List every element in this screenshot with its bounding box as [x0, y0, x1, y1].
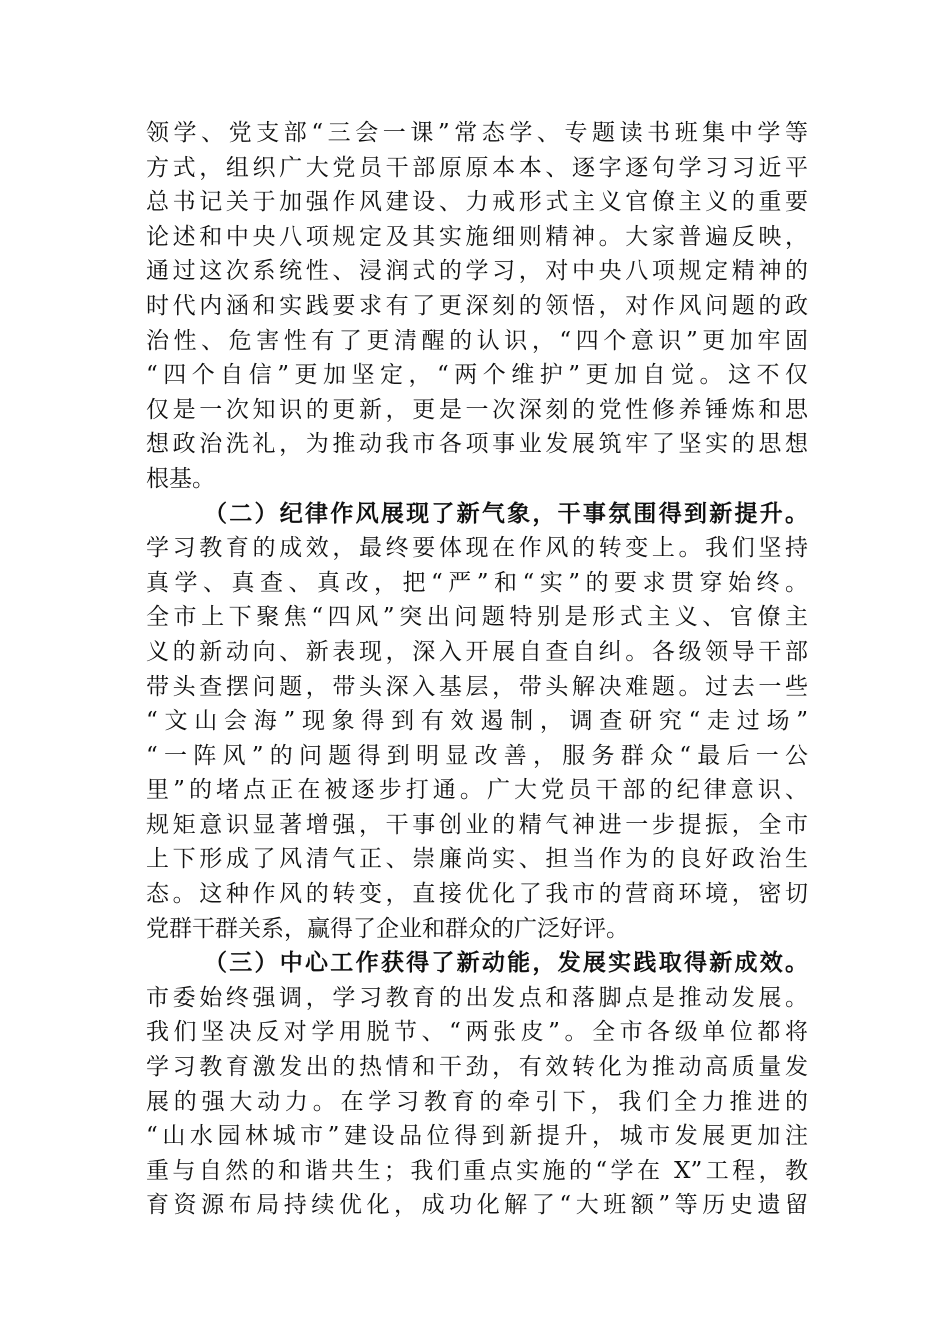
- body-line: 治性、危害性有了更清醒的认识，“四个意识”更加牢固: [146, 327, 808, 354]
- body-line: “一阵风”的问题得到明显改善，服务群众“最后一公: [146, 742, 808, 769]
- body-line: 领学、党支部“三会一课”常态学、专题读书班集中学等: [146, 120, 808, 146]
- body-line: 时代内涵和实践要求有了更深刻的领悟，对作风问题的政: [146, 292, 808, 319]
- body-line: “四个自信”更加坚定，“两个维护”更加自觉。这不仅: [146, 362, 808, 389]
- body-line: “山水园林城市”建设品位得到新提升，城市发展更加注: [146, 1123, 808, 1150]
- body-line: “文山会海”现象得到有效遏制，调查研究“走过场”: [146, 708, 808, 735]
- document-body: [146, 116, 808, 1223]
- body-line: 全市上下聚焦“四风”突出问题特别是形式主义、官僚主: [146, 604, 808, 631]
- body-line: 学习教育激发出的热情和干劲，有效转化为推动高质量发: [146, 1054, 808, 1081]
- body-line: 市委始终强调，学习教育的出发点和落脚点是推动发展。: [146, 984, 808, 1011]
- body-line: 总书记关于加强作风建设、力戒形式主义官僚主义的重要: [146, 189, 808, 216]
- body-line: 展的强大动力。在学习教育的牵引下，我们全力推进的: [146, 1088, 808, 1115]
- body-line: 通过这次系统性、浸润式的学习，对中央八项规定精神的: [146, 258, 808, 285]
- body-line: 根基。: [146, 465, 215, 492]
- body-line: 育资源布局持续优化，成功化解了“大班额”等历史遗留: [146, 1192, 808, 1219]
- body-line: 想政治洗礼，为推动我市各项事业发展筑牢了坚实的思想: [146, 431, 808, 458]
- section-heading-3: （三）中心工作获得了新动能，发展实践取得新成效。: [204, 949, 808, 977]
- body-line: 带头查摆问题，带头深入基层，带头解决难题。过去一些: [146, 673, 808, 700]
- body-line: 论述和中央八项规定及其实施细则精神。大家普遍反映，: [146, 223, 808, 250]
- body-line: 义的新动向、新表现，深入开展自查自纠。各级领导干部: [146, 638, 808, 665]
- body-line: 方式，组织广大党员干部原原本本、逐字逐句学习习近平: [146, 154, 808, 181]
- body-line: 真学、真查、真改，把“严”和“实”的要求贯穿始终。: [146, 569, 808, 596]
- body-line: 里”的堵点正在被逐步打通。广大党员干部的纪律意识、: [146, 777, 808, 804]
- body-line: 态。这种作风的转变，直接优化了我市的营商环境，密切: [146, 881, 808, 908]
- body-line: 规矩意识显著增强，干事创业的精气神进一步提振，全市: [146, 811, 808, 838]
- section-heading-2: （二）纪律作风展现了新气象，干事氛围得到新提升。: [204, 499, 808, 527]
- body-line: 学习教育的成效，最终要体现在作风的转变上。我们坚持: [146, 535, 808, 562]
- body-line: 上下形成了风清气正、崇廉尚实、担当作为的良好政治生: [146, 846, 808, 873]
- body-line: 党群干群关系，赢得了企业和群众的广泛好评。: [146, 915, 629, 942]
- body-line: 重与自然的和谐共生；我们重点实施的“学在 X”工程，教: [146, 1157, 808, 1184]
- body-line: 我们坚决反对学用脱节、“两张皮”。全市各级单位都将: [146, 1019, 808, 1046]
- body-line: 仅是一次知识的更新，更是一次深刻的党性修养锤炼和思: [146, 396, 808, 423]
